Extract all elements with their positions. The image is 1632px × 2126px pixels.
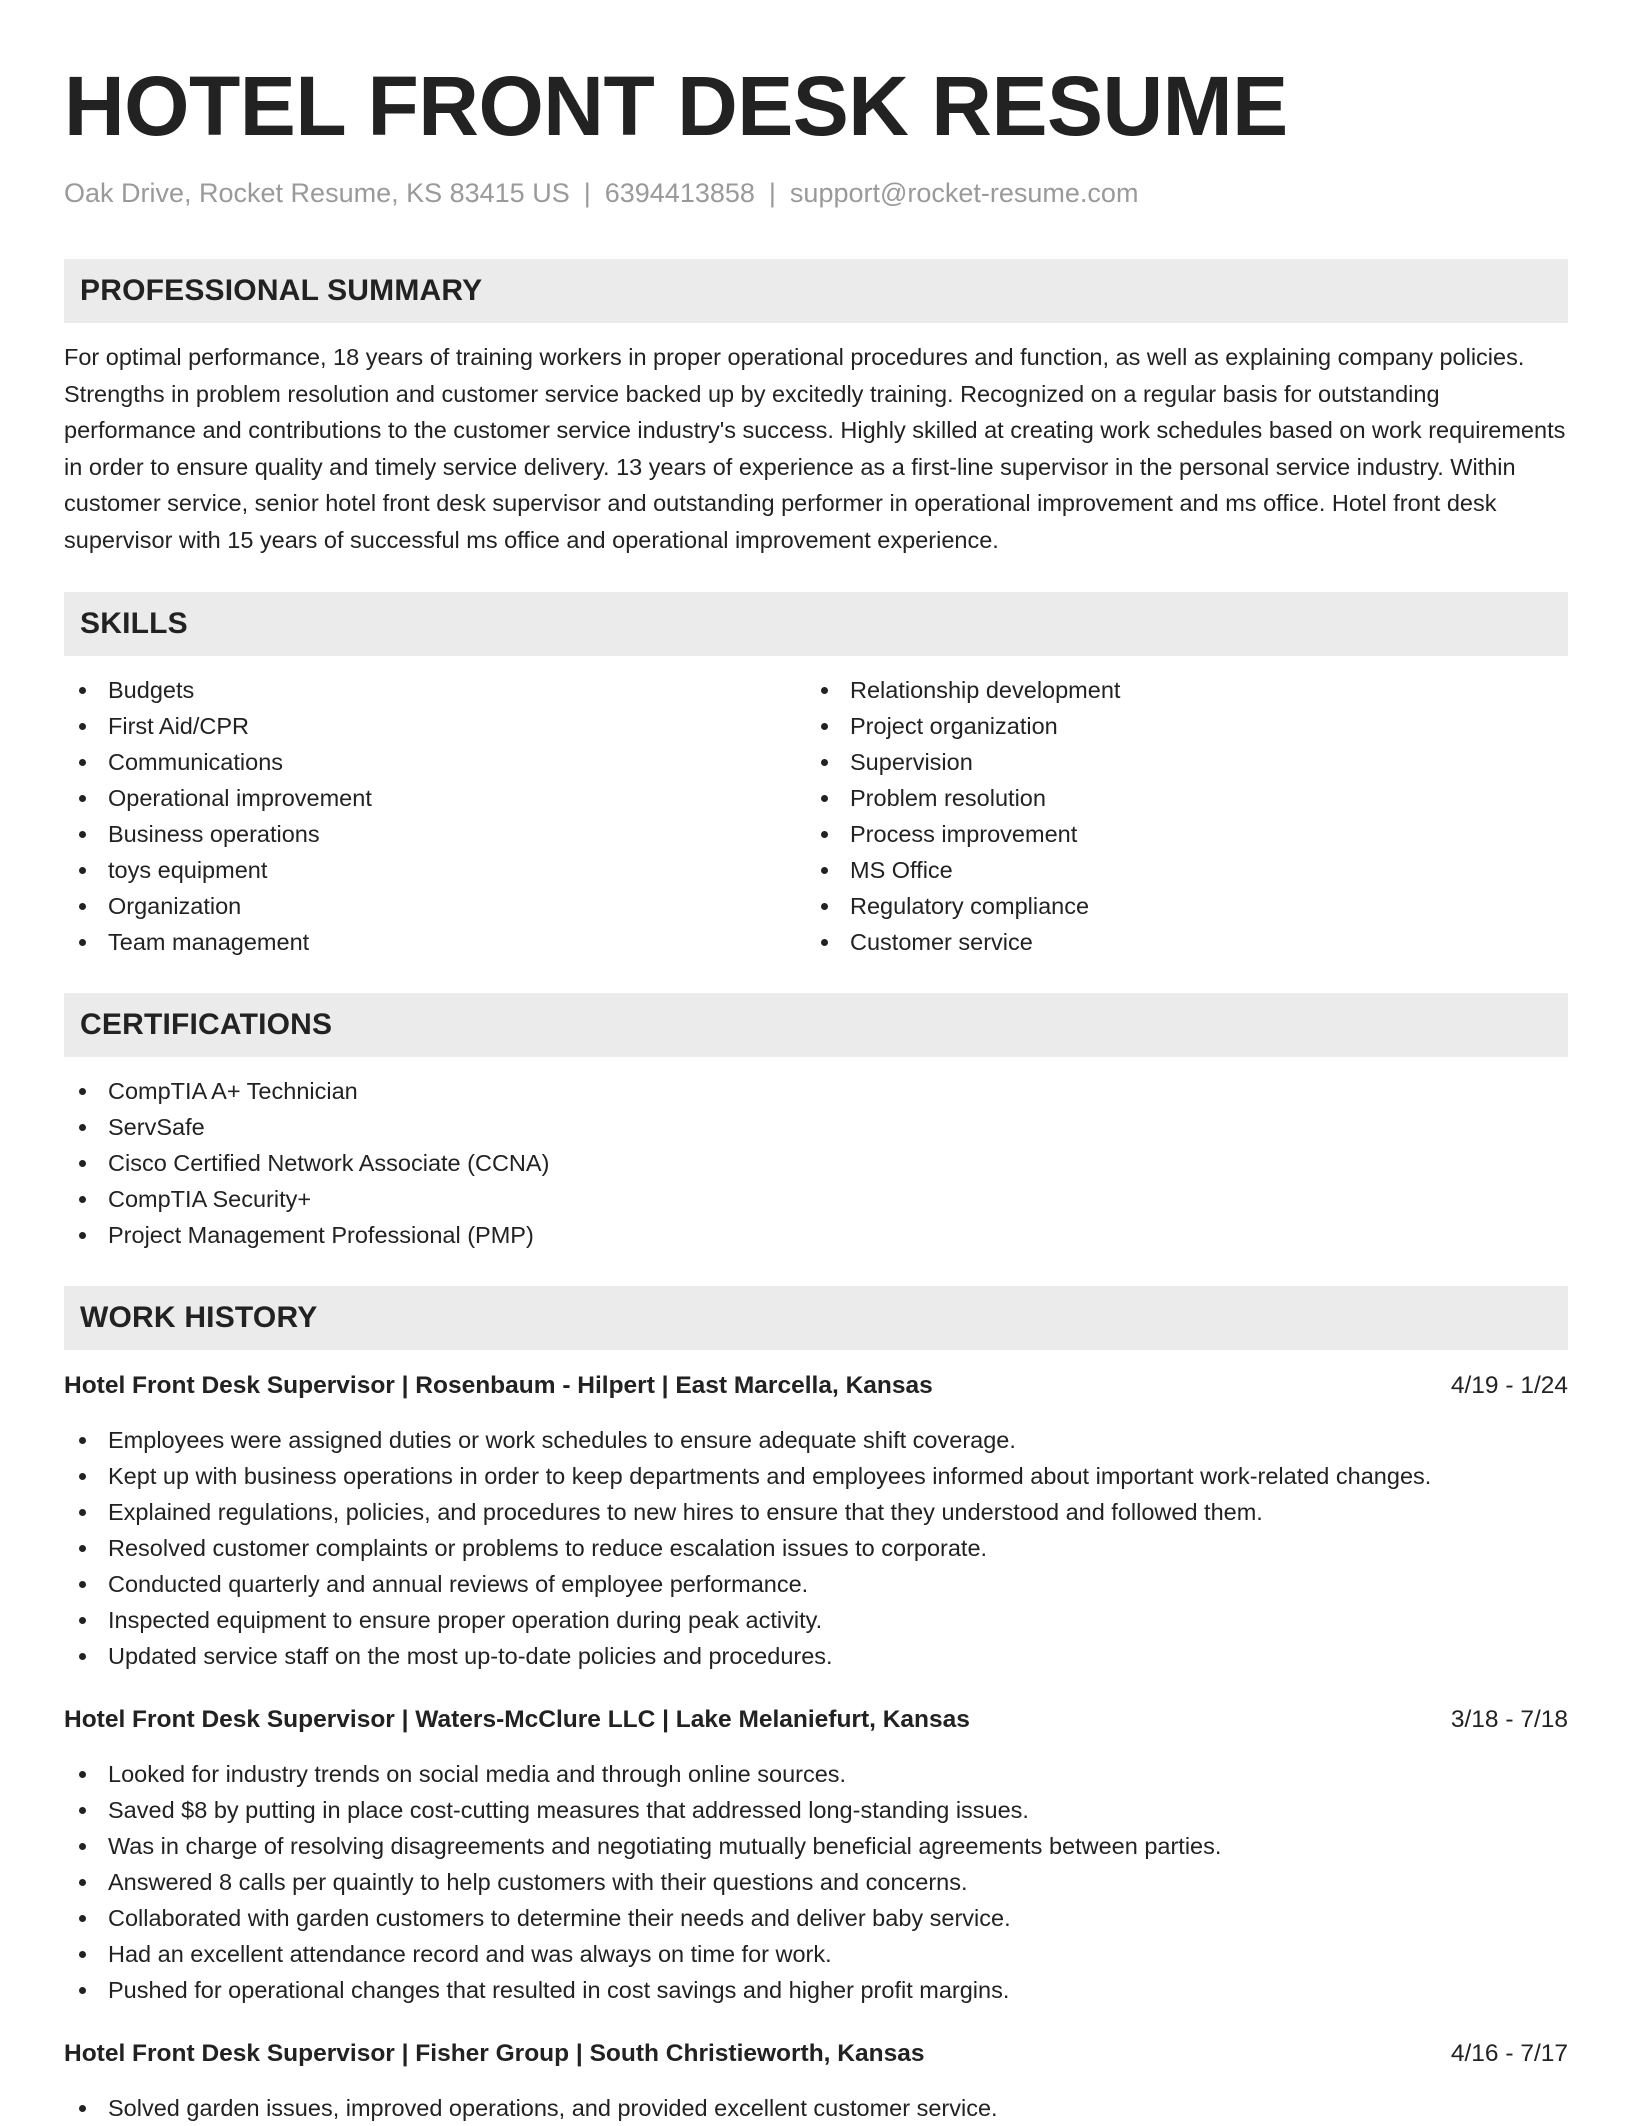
skill-item: Communications xyxy=(64,744,806,780)
skill-item: Business operations xyxy=(64,816,806,852)
job-bullet: Answered 8 calls per quaintly to help customers with their questions and concerns. xyxy=(64,1864,1568,1900)
skill-item: MS Office xyxy=(806,852,1548,888)
certification-item: CompTIA A+ Technician xyxy=(64,1073,1568,1109)
job-bullet: Inspected equipment to ensure proper operation during peak activity. xyxy=(64,1602,1568,1638)
job-bullet: Solved garden issues, improved operations, and provided excellent customer service. xyxy=(64,2090,1568,2126)
contact-separator: | xyxy=(768,178,776,208)
skill-item: First Aid/CPR xyxy=(64,708,806,744)
job-bullet: Had an excellent attendance record and was always on time for work. xyxy=(64,1936,1568,1972)
job-bullet: Employees were assigned duties or work schedules to ensure adequate shift coverage. xyxy=(64,1422,1568,1458)
skill-item: Problem resolution xyxy=(806,780,1548,816)
skill-item: Supervision xyxy=(806,744,1548,780)
job-bullet: Looked for industry trends on social media and through online sources. xyxy=(64,1756,1568,1792)
skill-item: Organization xyxy=(64,888,806,924)
section-heading-certifications: CERTIFICATIONS xyxy=(64,993,1568,1057)
job-bullet: Saved $8 by putting in place cost-cutting measures that addressed long-standing issues. xyxy=(64,1792,1568,1828)
job-title: Hotel Front Desk Supervisor | Rosenbaum - Hilpert | East Marcella, Kansas xyxy=(64,1372,933,1399)
job-entry xyxy=(64,2036,1568,2126)
skills-grid xyxy=(64,672,1568,960)
skill-item: Budgets xyxy=(64,672,806,708)
job-bullet: Collaborated with garden customers to determine their needs and deliver baby service. xyxy=(64,1900,1568,1936)
skill-item: Operational improvement xyxy=(64,780,806,816)
job-title: Hotel Front Desk Supervisor | Waters-McClure LLC | Lake Melaniefurt, Kansas xyxy=(64,1706,970,1733)
job-dates: 4/19 - 1/24 xyxy=(1450,1372,1568,1399)
job-header xyxy=(64,2036,1568,2072)
job-bullets xyxy=(64,1756,1568,2008)
job-entry xyxy=(64,1702,1568,2008)
job-bullet: Kept up with business operations in order to keep departments and employees informed about important work-related changes. xyxy=(64,1458,1568,1494)
contact-phone: 6394413858 xyxy=(604,178,755,208)
job-header xyxy=(64,1368,1568,1404)
section-heading-work-history: WORK HISTORY xyxy=(64,1286,1568,1350)
resume-page xyxy=(64,48,1568,2126)
contact-line xyxy=(64,178,1568,209)
section-heading-skills: SKILLS xyxy=(64,592,1568,656)
skill-item: Relationship development xyxy=(806,672,1548,708)
summary-paragraph: For optimal performance, 18 years of training workers in proper operational procedures and function, as well as explaining company policies. Strengths in problem resolution and customer service backed up by excitedly training. Recognized on a regular basis for outstanding performance and contributions to the customer service industry's success. Highly skilled at creating work schedules based on work requirements in order to ensure quality and timely service delivery. 13 years of experience as a first-line supervisor in the personal service industry. Within customer service, senior hotel front desk supervisor and outstanding performer in operational improvement and ms office. Hotel front desk supervisor with 15 years of successful ms office and operational improvement experience. xyxy=(64,344,1566,553)
certification-item: ServSafe xyxy=(64,1109,1568,1145)
certification-item: Project Management Professional (PMP) xyxy=(64,1217,1568,1253)
job-bullet: Was in charge of resolving disagreements and negotiating mutually beneficial agreements between parties. xyxy=(64,1828,1568,1864)
skill-item: toys equipment xyxy=(64,852,806,888)
job-title: Hotel Front Desk Supervisor | Fisher Group | South Christieworth, Kansas xyxy=(64,2040,925,2067)
certification-item: Cisco Certified Network Associate (CCNA) xyxy=(64,1145,1568,1181)
skills-list-left xyxy=(64,672,806,960)
job-bullet: Pushed for operational changes that resulted in cost savings and higher profit margins. xyxy=(64,1972,1568,2008)
skill-item: Project organization xyxy=(806,708,1548,744)
skill-item: Customer service xyxy=(806,924,1548,960)
skill-item: Process improvement xyxy=(806,816,1548,852)
resume-title: HOTEL FRONT DESK RESUME xyxy=(64,59,1288,153)
skill-item: Team management xyxy=(64,924,806,960)
job-bullets xyxy=(64,1422,1568,1674)
job-entry xyxy=(64,1368,1568,1674)
job-bullet: Explained regulations, policies, and procedures to new hires to ensure that they understood and followed them. xyxy=(64,1494,1568,1530)
job-bullet: Conducted quarterly and annual reviews of employee performance. xyxy=(64,1566,1568,1602)
job-bullet: Resolved customer complaints or problems to reduce escalation issues to corporate. xyxy=(64,1530,1568,1566)
contact-email: support@rocket-resume.com xyxy=(789,178,1139,208)
job-bullet: Updated service staff on the most up-to-date policies and procedures. xyxy=(64,1638,1568,1674)
certification-item: CompTIA Security+ xyxy=(64,1181,1568,1217)
contact-address: Oak Drive, Rocket Resume, KS 83415 US xyxy=(64,178,570,208)
job-header xyxy=(64,1702,1568,1738)
job-bullets xyxy=(64,2090,1568,2126)
contact-separator: | xyxy=(583,178,591,208)
job-dates: 3/18 - 7/18 xyxy=(1450,1706,1568,1733)
job-dates: 4/16 - 7/17 xyxy=(1450,2040,1568,2067)
section-heading-summary: PROFESSIONAL SUMMARY xyxy=(64,259,1568,323)
skill-item: Regulatory compliance xyxy=(806,888,1548,924)
certifications-list xyxy=(64,1073,1568,1253)
skills-list-right xyxy=(806,672,1548,960)
